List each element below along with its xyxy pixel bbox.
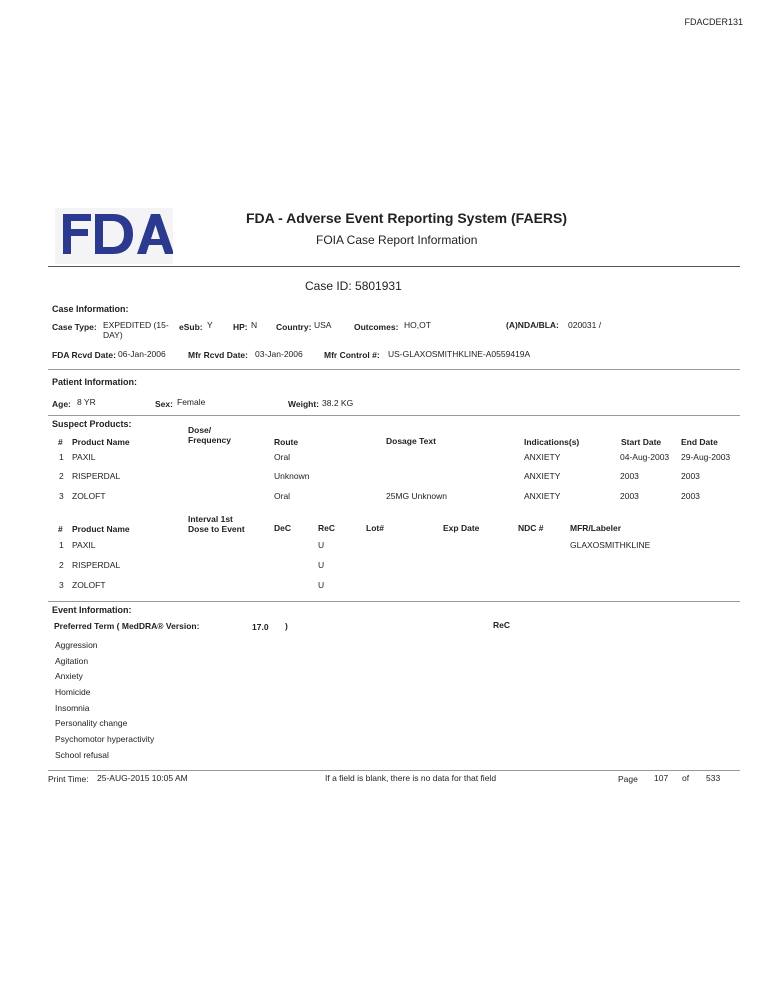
row-product: ZOLOFT	[72, 580, 106, 590]
preferred-term-label: Preferred Term ( MedDRA® Version:	[54, 621, 200, 631]
divider	[48, 415, 740, 416]
event-term: Insomnia	[55, 703, 90, 713]
row-num: 2	[59, 471, 64, 481]
row-num: 1	[59, 540, 64, 550]
row-num: 1	[59, 452, 64, 462]
col-interval-2: Dose to Event	[188, 524, 245, 534]
event-term: School refusal	[55, 750, 109, 760]
mfr-control-label: Mfr Control #:	[324, 350, 380, 360]
row-route: Unknown	[274, 471, 310, 481]
row-indication: ANXIETY	[524, 491, 561, 501]
age-label: Age:	[52, 399, 71, 409]
age-value: 8 YR	[77, 397, 96, 407]
report-title: FDA - Adverse Event Reporting System (FAERS)	[246, 210, 568, 226]
row-num: 2	[59, 560, 64, 570]
row-mfr: GLAXOSMITHKLINE	[570, 540, 651, 550]
report-subtitle: FOIA Case Report Information	[316, 233, 478, 247]
row-indication: ANXIETY	[524, 471, 561, 481]
col-route: Route	[274, 437, 299, 447]
divider	[48, 266, 740, 267]
suspect-heading: Suspect Products:	[52, 419, 132, 429]
case-id-value: 5801931	[355, 279, 402, 293]
event-term: Psychomotor hyperactivity	[55, 734, 155, 744]
row-end: 2003	[681, 491, 700, 501]
col-rec: ReC	[318, 523, 336, 533]
hp-label: HP:	[233, 322, 248, 332]
weight-value: 38.2 KG	[322, 398, 354, 408]
nda-label: (A)NDA/BLA:	[506, 320, 559, 330]
page-total: 533	[706, 773, 721, 783]
case-type-value-2: DAY)	[103, 330, 123, 340]
nda-value: 020031 /	[568, 320, 602, 330]
case-id	[305, 279, 402, 293]
event-term: Personality change	[55, 718, 128, 728]
blank-field-note: If a field is blank, there is no data for that field	[325, 773, 497, 783]
page-label: Page	[618, 774, 638, 784]
sex-label: Sex:	[155, 399, 173, 409]
row-start: 04-Aug-2003	[620, 452, 670, 462]
mfr-rcvd-label: Mfr Rcvd Date:	[188, 350, 248, 360]
meddra-version: 17.0	[252, 622, 269, 632]
col-exp: Exp Date	[443, 523, 480, 533]
weight-label: Weight:	[288, 399, 320, 409]
page-number: 107	[654, 773, 669, 783]
col-product: Product Name	[72, 437, 130, 447]
case-type-label: Case Type:	[52, 322, 97, 332]
divider	[48, 601, 740, 602]
country-value: USA	[314, 320, 332, 330]
print-time-value: 25-AUG-2015 10:05 AM	[97, 773, 188, 783]
event-rec-label: ReC	[493, 620, 511, 630]
row-rec: U	[318, 540, 325, 550]
esub-value: Y	[207, 320, 213, 330]
col-end: End Date	[681, 437, 718, 447]
case-info-heading: Case Information:	[52, 304, 129, 314]
outcomes-value: HO,OT	[404, 320, 431, 330]
col-dose-2: Frequency	[188, 435, 231, 445]
mfr-rcvd-value: 03-Jan-2006	[255, 349, 303, 359]
row-product: PAXIL	[72, 540, 96, 550]
col-start: Start Date	[621, 437, 662, 447]
row-start: 2003	[620, 471, 639, 481]
col-dec: DeC	[274, 523, 292, 533]
mfr-control-value: US-GLAXOSMITHKLINE-A0559419A	[388, 349, 531, 359]
row-dosage-text: 25MG Unknown	[386, 491, 447, 501]
print-time-label: Print Time:	[48, 774, 89, 784]
row-start: 2003	[620, 491, 639, 501]
fda-logo	[55, 208, 173, 264]
col-product: Product Name	[72, 524, 130, 534]
sex-value: Female	[177, 397, 206, 407]
patient-heading: Patient Information:	[52, 377, 137, 387]
event-term: Anxiety	[55, 671, 83, 681]
col-indications: Indications(s)	[524, 437, 580, 447]
fda-rcvd-label: FDA Rcvd Date:	[52, 350, 116, 360]
col-interval-1: Interval 1st	[188, 514, 233, 524]
case-id-label: Case ID:	[305, 279, 352, 293]
col-ndc: NDC #	[518, 523, 544, 533]
row-product: ZOLOFT	[72, 491, 106, 501]
row-product: PAXIL	[72, 452, 96, 462]
row-num: 3	[59, 491, 64, 501]
fda-logo-icon	[55, 208, 173, 264]
row-route: Oral	[274, 452, 291, 462]
row-end: 29-Aug-2003	[681, 452, 731, 462]
event-term: Homicide	[55, 687, 91, 697]
event-heading: Event Information:	[52, 605, 132, 615]
col-mfr: MFR/Labeler	[570, 523, 622, 533]
row-num: 3	[59, 580, 64, 590]
row-route: Oral	[274, 491, 291, 501]
col-num: #	[58, 524, 63, 534]
col-dosage-text: Dosage Text	[386, 436, 436, 446]
fda-rcvd-value: 06-Jan-2006	[118, 349, 166, 359]
event-term: Agitation	[55, 656, 89, 666]
col-lot: Lot#	[366, 523, 384, 533]
row-rec: U	[318, 580, 325, 590]
event-term: Aggression	[55, 640, 98, 650]
row-rec: U	[318, 560, 325, 570]
row-product: RISPERDAL	[72, 560, 121, 570]
case-type-value-1: EXPEDITED (15-	[103, 320, 169, 330]
divider	[48, 369, 740, 370]
row-indication: ANXIETY	[524, 452, 561, 462]
close-paren: )	[285, 621, 288, 631]
hp-value: N	[251, 320, 258, 330]
outcomes-label: Outcomes:	[354, 322, 399, 332]
country-label: Country:	[276, 322, 312, 332]
row-product: RISPERDAL	[72, 471, 121, 481]
of-label: of	[682, 773, 690, 783]
esub-label: eSub:	[179, 322, 203, 332]
col-dose-1: Dose/	[188, 425, 212, 435]
divider	[48, 770, 740, 771]
row-end: 2003	[681, 471, 700, 481]
col-num: #	[58, 437, 63, 447]
document-id: FDACDER131	[684, 17, 743, 27]
